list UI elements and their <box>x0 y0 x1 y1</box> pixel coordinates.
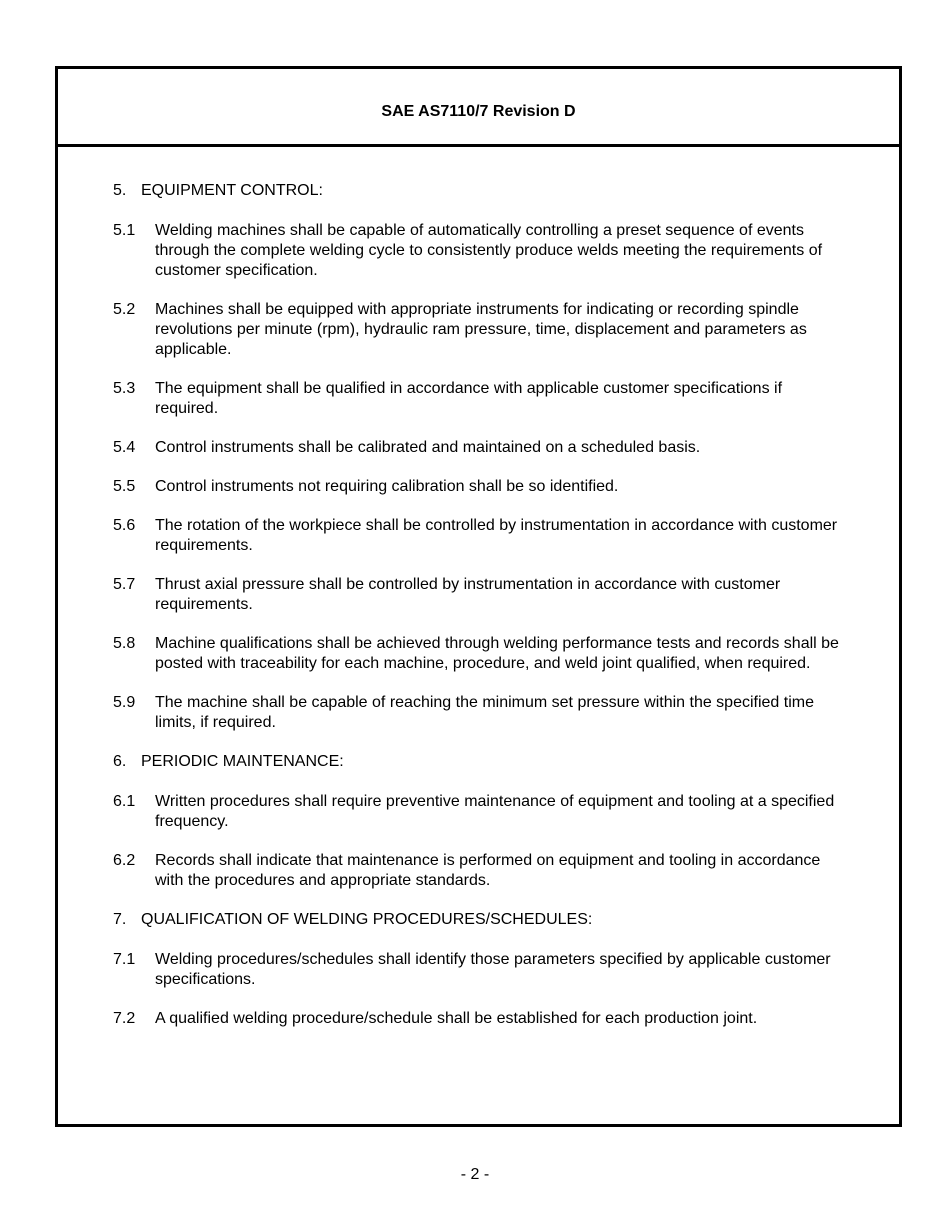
clause-number: 5.9 <box>113 694 136 711</box>
clause-number: 5.7 <box>113 576 136 593</box>
clause-item <box>113 634 843 674</box>
clause-item <box>113 575 843 615</box>
clause-text: Welding procedures/schedules shall identify those parameters specified by applicable customer specifications. <box>155 951 831 988</box>
clause-number: 6.1 <box>113 793 136 810</box>
clause-number: 7.1 <box>113 951 136 968</box>
section-heading <box>113 752 843 772</box>
section-heading <box>113 181 843 201</box>
document-body <box>113 181 843 1048</box>
clause-text: Thrust axial pressure shall be controlled by instrumentation in accordance with customer requirements. <box>155 576 781 613</box>
clause-number: 6.2 <box>113 852 136 869</box>
clause-text: Welding machines shall be capable of automatically controlling a preset sequence of events through the complete welding cycle to consistently produce welds meeting the requirements of customer specification. <box>155 222 823 279</box>
clause-text: The rotation of the workpiece shall be controlled by instrumentation in accordance with customer requirements. <box>155 517 838 554</box>
section-number: 5. <box>113 182 127 199</box>
clause-item <box>113 300 843 360</box>
clause-item <box>113 221 843 281</box>
clause-text: Machines shall be equipped with appropriate instruments for indicating or recording spindle revolutions per minute (rpm), hydraulic ram pressure, time, displacement and parameters as applicable. <box>155 301 807 358</box>
clause-item <box>113 693 843 733</box>
clause-text: Written procedures shall require preventive maintenance of equipment and tooling at a specified frequency. <box>155 793 835 830</box>
clause-number: 5.8 <box>113 635 136 652</box>
clause-item <box>113 792 843 832</box>
clause-number: 5.1 <box>113 222 136 239</box>
clause-number: 7.2 <box>113 1010 136 1027</box>
clause-item <box>113 516 843 556</box>
clause-text: The equipment shall be qualified in accordance with applicable customer specifications if required. <box>155 380 783 417</box>
clause-item <box>113 950 843 990</box>
document-header <box>58 69 899 147</box>
clause-text: Machine qualifications shall be achieved through welding performance tests and records shall be posted with traceability for each machine, procedure, and weld joint qualified, when required. <box>155 635 839 672</box>
section-number: 7. <box>113 911 127 928</box>
clause-number: 5.4 <box>113 439 136 456</box>
section-title: EQUIPMENT CONTROL: <box>141 182 323 199</box>
clause-text: Records shall indicate that maintenance is performed on equipment and tooling in accordance with the procedures and appropriate standards. <box>155 852 821 889</box>
clause-number: 5.3 <box>113 380 136 397</box>
document-title: SAE AS7110/7 Revision D <box>381 102 576 120</box>
clause-item <box>113 477 843 497</box>
page-number: - 2 - <box>460 1166 490 1183</box>
clause-item <box>113 1009 843 1029</box>
section-number: 6. <box>113 753 127 770</box>
section-heading <box>113 910 843 930</box>
section-title: QUALIFICATION OF WELDING PROCEDURES/SCHEDULES: <box>141 911 593 928</box>
clause-text: The machine shall be capable of reaching the minimum set pressure within the specified time limits, if required. <box>155 694 814 731</box>
clause-text: Control instruments not requiring calibration shall be so identified. <box>155 478 619 495</box>
clause-text: Control instruments shall be calibrated and maintained on a scheduled basis. <box>155 439 701 456</box>
clause-number: 5.2 <box>113 301 136 318</box>
clause-item <box>113 851 843 891</box>
section-title: PERIODIC MAINTENANCE: <box>141 753 344 770</box>
clause-text: A qualified welding procedure/schedule shall be established for each production joint. <box>155 1010 758 1027</box>
clause-item <box>113 379 843 419</box>
clause-item <box>113 438 843 458</box>
clause-number: 5.6 <box>113 517 136 534</box>
page-frame <box>55 66 902 1127</box>
clause-number: 5.5 <box>113 478 136 495</box>
